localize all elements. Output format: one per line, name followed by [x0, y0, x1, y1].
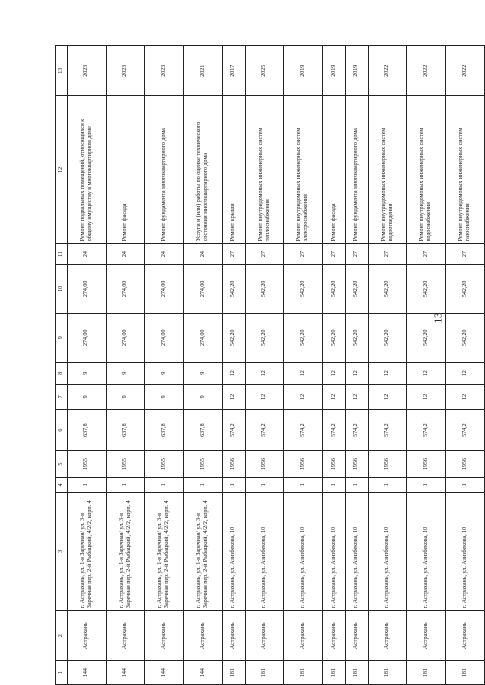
table-cell: 274,00	[145, 264, 184, 313]
table-cell: 542,20	[345, 313, 368, 362]
table-cell: г. Астрахань, ул. Азизбекова, 10	[407, 492, 446, 610]
table-cell: г. Астрахань, ул. 1-я Заречная/ ул. 3-я Заречная пер. 2-й Рыбацкий, 4/2/2, корп. 4	[184, 492, 223, 610]
table-cell: г. Астрахань, ул. Азизбекова, 10	[345, 492, 368, 610]
table-cell: 27	[446, 244, 485, 265]
table-cell: 2017	[222, 46, 245, 96]
table-cell: 637,8	[68, 409, 107, 450]
table-row	[446, 46, 485, 685]
table-cell: 1	[184, 477, 223, 492]
table-cell: 9	[145, 384, 184, 409]
table-cell: 2023	[145, 46, 184, 96]
table-cell: Астрахань	[106, 611, 145, 661]
table-cell: 542,20	[245, 264, 284, 313]
table-cell: 1	[106, 477, 145, 492]
table-cell: 542,20	[446, 264, 485, 313]
table-cell: Астрахань	[245, 611, 284, 661]
table-row	[184, 46, 223, 685]
table-row	[222, 46, 245, 685]
table-cell: 12	[407, 384, 446, 409]
table-cell: 2023	[68, 46, 107, 96]
table-cell: Астрахань	[407, 611, 446, 661]
table-cell: 9	[68, 384, 107, 409]
table-cell: 27	[284, 244, 323, 265]
table-cell: 181	[345, 661, 368, 685]
table-cell: г. Астрахань, ул. Азизбекова, 10	[368, 492, 407, 610]
table-cell: 574,2	[284, 409, 323, 450]
table-cell: 2022	[368, 46, 407, 96]
table-cell: 1955	[184, 451, 223, 478]
table-cell: 274,00	[68, 264, 107, 313]
table-cell: 9	[184, 362, 223, 384]
table-cell: Астрахань	[368, 611, 407, 661]
table-cell: Ремонт внутридомовых инженерных систем водоотведения	[368, 96, 407, 244]
table-cell: 9	[145, 362, 184, 384]
table-cell: 24	[145, 244, 184, 265]
table-cell: 1956	[323, 451, 346, 478]
column-number: 6	[56, 409, 68, 450]
table-cell: 274,00	[106, 313, 145, 362]
table-cell: 574,2	[245, 409, 284, 450]
table-cell: 574,2	[407, 409, 446, 450]
table-cell: 1956	[446, 451, 485, 478]
table-cell: Астрахань	[345, 611, 368, 661]
table-row	[245, 46, 284, 685]
table-cell: 574,2	[446, 409, 485, 450]
table-cell: Ремонт фасада	[106, 96, 145, 244]
table-cell: 1956	[345, 451, 368, 478]
table-cell: Астрахань	[145, 611, 184, 661]
table-cell: 542,20	[284, 313, 323, 362]
table-cell: 144	[184, 661, 223, 685]
table-cell: 12	[222, 384, 245, 409]
table-cell: 1	[284, 477, 323, 492]
table-cell: г. Астрахань, ул. 1-я Заречная/ ул. 3-я Заречная пер. 2-й Рыбацкий, 4/2/2, корп. 4	[106, 492, 145, 610]
table-cell: 274,00	[184, 313, 223, 362]
table-cell: 12	[368, 362, 407, 384]
table-cell: 1	[446, 477, 485, 492]
table-cell: 574,2	[323, 409, 346, 450]
table-cell: 637,8	[184, 409, 223, 450]
capital-repair-table	[55, 45, 485, 685]
table-cell: 637,8	[106, 409, 145, 450]
table-cell: 574,2	[345, 409, 368, 450]
table-cell: 1956	[245, 451, 284, 478]
column-number: 13	[56, 46, 68, 96]
table-cell: 274,00	[145, 313, 184, 362]
table-cell: 27	[345, 244, 368, 265]
table-cell: 542,20	[245, 313, 284, 362]
table-cell: 2019	[345, 46, 368, 96]
table-cell: 542,20	[446, 313, 485, 362]
table-row	[145, 46, 184, 685]
table-cell: 1955	[145, 451, 184, 478]
table-cell: 27	[245, 244, 284, 265]
table-cell: Ремонт крыши	[222, 96, 245, 244]
table-cell: 274,00	[68, 313, 107, 362]
table-cell: 24	[106, 244, 145, 265]
table-cell: 181	[245, 661, 284, 685]
table-cell: 9	[106, 384, 145, 409]
table-cell: 12	[222, 362, 245, 384]
table-cell: Ремонт фундамента многоквартирного дома	[145, 96, 184, 244]
table-row	[407, 46, 446, 685]
table-cell: 274,00	[106, 264, 145, 313]
page-number: 13	[432, 312, 445, 324]
table-row	[106, 46, 145, 685]
table-cell: 12	[446, 384, 485, 409]
column-number: 9	[56, 313, 68, 362]
table-cell: Астрахань	[68, 611, 107, 661]
table-row	[345, 46, 368, 685]
table-cell: 181	[323, 661, 346, 685]
table-cell: 1955	[106, 451, 145, 478]
table-cell: 24	[68, 244, 107, 265]
table-cell: 1	[68, 477, 107, 492]
table-cell: 542,20	[368, 264, 407, 313]
table-cell: 2019	[284, 46, 323, 96]
table-cell: 1	[145, 477, 184, 492]
column-number: 2	[56, 611, 68, 661]
table-cell: 12	[284, 384, 323, 409]
table-row	[368, 46, 407, 685]
table-cell: 1	[407, 477, 446, 492]
table-cell: г. Астрахань, ул. Азизбекова, 10	[245, 492, 284, 610]
table-row	[284, 46, 323, 685]
table-cell: г. Астрахань, ул. Азизбекова, 10	[446, 492, 485, 610]
table-cell: 9	[106, 362, 145, 384]
table-cell: 1956	[368, 451, 407, 478]
table-cell: 12	[245, 362, 284, 384]
table-cell: 2019	[323, 46, 346, 96]
table-cell: 9	[68, 362, 107, 384]
table-cell: 1	[323, 477, 346, 492]
table-cell: 542,20	[345, 264, 368, 313]
table-cell: 12	[446, 362, 485, 384]
table-cell: Ремонт внутридомовых инженерных систем водоснабжения	[407, 96, 446, 244]
table-cell: 542,20	[407, 264, 446, 313]
table-cell: 542,20	[222, 264, 245, 313]
table-cell: 12	[407, 362, 446, 384]
table-cell: г. Астрахань, ул. Азизбекова, 10	[222, 492, 245, 610]
table-cell: 542,20	[323, 313, 346, 362]
table-cell: 9	[184, 384, 223, 409]
column-number: 3	[56, 492, 68, 610]
table-cell: Ремонт внутридомовых инженерных систем теплоснабжения	[245, 96, 284, 244]
table-cell: 12	[345, 362, 368, 384]
table-cell: 542,20	[368, 313, 407, 362]
table-cell: 181	[284, 661, 323, 685]
table-cell: 1	[345, 477, 368, 492]
table-cell: 181	[222, 661, 245, 685]
table-cell: Астрахань	[184, 611, 223, 661]
table-cell: 2025	[245, 46, 284, 96]
table-cell: 542,20	[222, 313, 245, 362]
column-number: 4	[56, 477, 68, 492]
table-cell: 144	[68, 661, 107, 685]
table-cell: 27	[368, 244, 407, 265]
table-cell: 144	[106, 661, 145, 685]
table-cell: 12	[323, 384, 346, 409]
table-cell: 2021	[184, 46, 223, 96]
table-cell: 542,20	[323, 264, 346, 313]
table-cell: Ремонт фасада	[323, 96, 346, 244]
table-cell: г. Астрахань, ул. 1-я Заречная/ ул. 3-я Заречная пер. 2-й Рыбацкий, 4/2/2, корп. 4	[145, 492, 184, 610]
table-cell: 2023	[106, 46, 145, 96]
table-cell: 274,00	[184, 264, 223, 313]
table-cell: 181	[407, 661, 446, 685]
table-cell: 12	[345, 384, 368, 409]
table-cell: 1	[245, 477, 284, 492]
table-cell: 542,20	[407, 313, 446, 362]
column-number: 7	[56, 384, 68, 409]
table-cell: г. Астрахань, ул. Азизбекова, 10	[323, 492, 346, 610]
table-row	[68, 46, 107, 685]
table-cell: г. Астрахань, ул. 1-я Заречная/ ул. 3-я Заречная пер. 2-й Рыбацкий, 4/2/2, корп. 4	[68, 492, 107, 610]
table-cell: 12	[368, 384, 407, 409]
column-numbers-row	[56, 46, 68, 685]
table-cell: 1956	[407, 451, 446, 478]
table-cell: 2022	[446, 46, 485, 96]
table-cell: Ремонт фундамента многоквартирного дома	[345, 96, 368, 244]
table-cell: 181	[368, 661, 407, 685]
table-cell: Астрахань	[284, 611, 323, 661]
table-cell: 574,2	[222, 409, 245, 450]
table-cell: 181	[446, 661, 485, 685]
table-cell: Астрахань	[446, 611, 485, 661]
table-cell: 2022	[407, 46, 446, 96]
table-body	[68, 46, 485, 685]
column-number: 12	[56, 96, 68, 244]
table-cell: Астрахань	[323, 611, 346, 661]
table-cell: 542,20	[284, 264, 323, 313]
table-cell: 27	[323, 244, 346, 265]
table-row	[323, 46, 346, 685]
column-number: 5	[56, 451, 68, 478]
table-cell: 1955	[68, 451, 107, 478]
table-cell: Ремонт внутридомовых инженерных систем газоснабжения	[446, 96, 485, 244]
table-cell: 144	[145, 661, 184, 685]
table-cell: 12	[284, 362, 323, 384]
column-number: 10	[56, 264, 68, 313]
table-cell: 1956	[284, 451, 323, 478]
column-number: 8	[56, 362, 68, 384]
table-cell: 12	[245, 384, 284, 409]
table-cell: Ремонт подвальных помещений, относящихся к общему имуществу в многоквартирном доме	[68, 96, 107, 244]
table-cell: Услуги и (или) работы по оценке технического состояния многоквартирного дома	[184, 96, 223, 244]
table-cell: 637,8	[145, 409, 184, 450]
table-cell: 12	[323, 362, 346, 384]
table-cell: 574,2	[368, 409, 407, 450]
table-cell: г. Астрахань, ул. Азизбекова, 10	[284, 492, 323, 610]
column-number: 1	[56, 661, 68, 685]
table-cell: 1	[368, 477, 407, 492]
table-cell: 1956	[222, 451, 245, 478]
table-cell: 1	[222, 477, 245, 492]
table-cell: 27	[407, 244, 446, 265]
table-cell: 27	[222, 244, 245, 265]
column-number: 11	[56, 244, 68, 265]
table-cell: Астрахань	[222, 611, 245, 661]
table-cell: Ремонт внутридомовых инженерных систем электроснабжения	[284, 96, 323, 244]
table-cell: 24	[184, 244, 223, 265]
